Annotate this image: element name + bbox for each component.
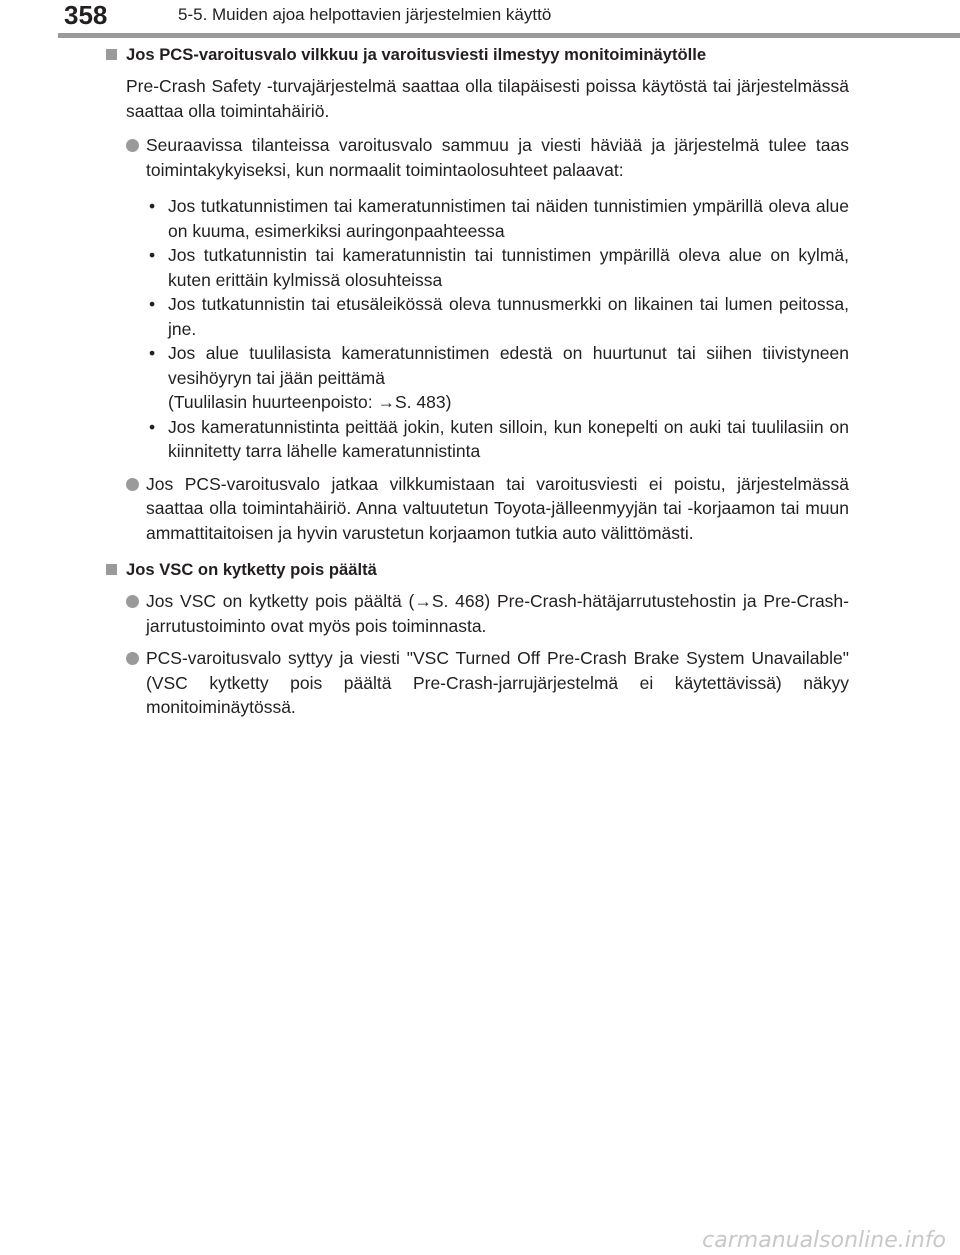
round-bullet-icon — [126, 478, 139, 491]
condition-item — [146, 341, 849, 415]
bullet-dot-icon: • — [149, 343, 156, 363]
condition-item — [146, 292, 849, 341]
item-text: Jos VSC on kytketty pois päältä (→S. 468) Pre-Crash-hätäjarrutustehostin ja Pre-Crash-jarrutustoiminto ovat myös pois toiminnasta. — [146, 591, 849, 636]
item-text: Jos PCS-varoitusvalo jatkaa vilkkumistaan tai varoitusviesti ei poistu, järjestelmässä saattaa olla toimintahäiriö. Anna valtuutetun Toyota-jälleenmyyjän tai -korjaamon tai muun ammattitaitoisen ja hyvin varustetun korjaamon tutkia auto välittömästi. — [146, 473, 849, 543]
condition-text: Jos tutkatunnistin tai kameratunnistin tai tunnistimen ympärillä oleva alue on kylmä, kuten erittäin kylmissä olosuhteissa — [168, 245, 849, 290]
condition-text: Jos tutkatunnistin tai etusäleikössä oleva tunnusmerkki on likainen tai lumen peitossa, jne. — [168, 294, 849, 339]
watermark: carmanualsonline.info — [702, 1228, 946, 1253]
condition-list — [146, 194, 849, 464]
bullet-dot-icon: • — [149, 416, 156, 437]
condition-item — [146, 194, 849, 243]
list-item — [126, 589, 849, 638]
heading-text: Jos VSC on kytketty pois päältä — [126, 560, 377, 579]
header-rule — [58, 33, 960, 38]
page-number: 358 — [64, 0, 108, 30]
heading-vsc-off — [104, 559, 849, 581]
bullet-dot-icon: • — [149, 196, 156, 216]
round-bullet-icon — [126, 652, 139, 665]
square-bullet-icon — [106, 564, 117, 575]
list-item — [126, 472, 849, 546]
round-bullet-icon — [126, 595, 139, 608]
page-content — [104, 44, 849, 728]
bullet-dot-icon: • — [149, 294, 156, 314]
condition-text: Jos kameratunnistinta peittää jokin, kuten silloin, kun konepelti on auki tai tuulilasiin on kiinnitetty tarra lähelle kameratunnistinta — [168, 416, 849, 461]
condition-text: Jos alue tuulilasista kameratunnistimen edestä on huurtunut tai siihen tiivistyneen vesihöyryn tai jään peittämä — [168, 343, 849, 388]
condition-item — [146, 415, 849, 464]
cross-reference-link[interactable]: (Tuulilasin huurteenpoisto: →S. 483) — [168, 392, 452, 412]
item-text: Seuraavissa tilanteissa varoitusvalo sammuu ja viesti häviää ja järjestelmä tulee taas toimintakykyiseksi, kun normaalit toimintaolosuhteet palaavat: — [146, 135, 849, 180]
condition-text: Jos tutkatunnistimen tai kameratunnistimen tai näiden tunnistimien ympärillä oleva alue on kuuma, esimerkiksi auringonpaahteessa — [168, 196, 849, 241]
section-title: 5-5. Muiden ajoa helpottavien järjestelmien käyttö — [178, 5, 552, 24]
intro-paragraph: Pre-Crash Safety -turvajärjestelmä saattaa olla tilapäisesti poissa käytöstä tai järjestelmässä saattaa olla toimintahäiriö. — [126, 76, 849, 121]
list-item — [126, 133, 849, 464]
list-item — [126, 646, 849, 720]
item-text: PCS-varoitusvalo syttyy ja viesti "VSC Turned Off Pre-Crash Brake System Unavailable" (VSC kytketty pois päältä Pre-Crash-jarrujärjestelmä ei käytettävissä) näkyy monitoiminäytössä. — [146, 648, 849, 717]
condition-item — [146, 243, 849, 292]
heading-pcs-warning — [104, 44, 849, 66]
square-bullet-icon — [106, 49, 117, 60]
round-bullet-icon — [126, 139, 139, 152]
heading-text: Jos PCS-varoitusvalo vilkkuu ja varoitusviesti ilmestyy monitoiminäytölle — [126, 45, 707, 64]
bullet-dot-icon: • — [149, 245, 156, 265]
